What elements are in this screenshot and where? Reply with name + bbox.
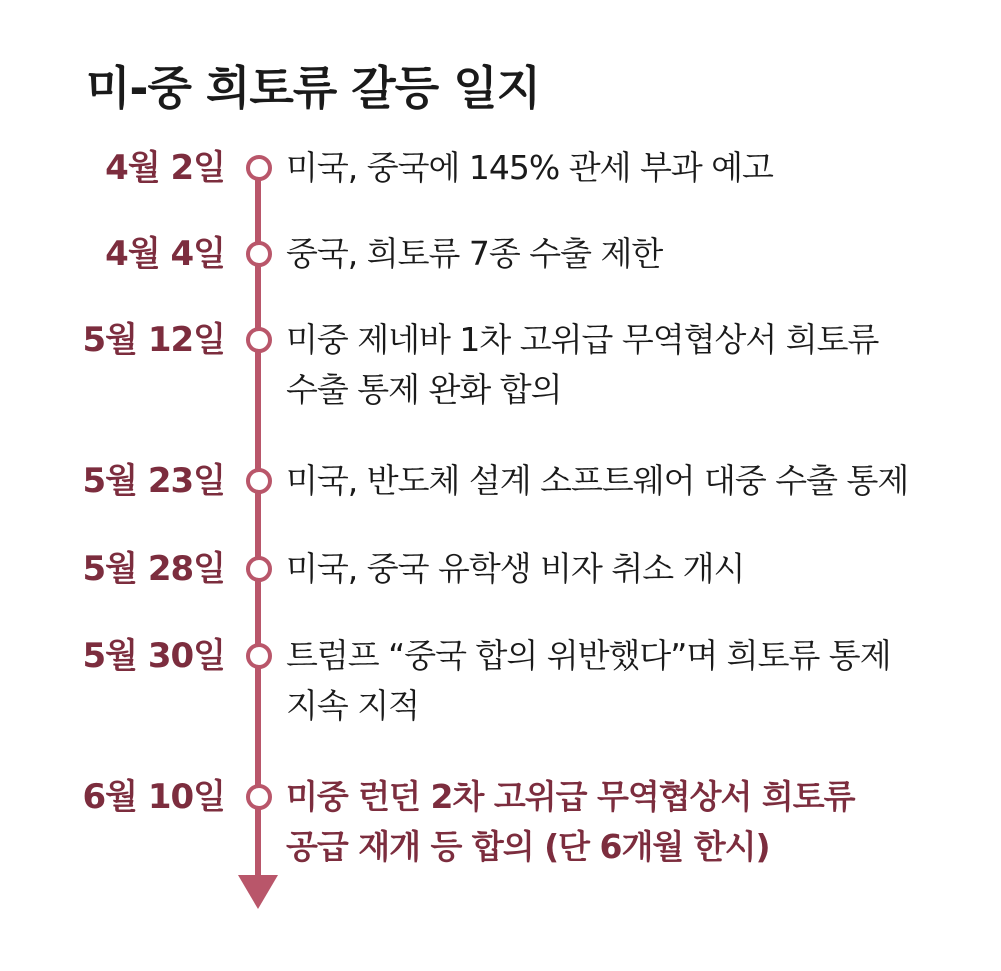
- timeline-dot-icon: [246, 327, 272, 353]
- page-title: 미-중 희토류 갈등 일지: [86, 61, 541, 115]
- timeline-dot-icon: [246, 643, 272, 669]
- timeline-dot-icon: [246, 468, 272, 494]
- timeline-dot-icon: [246, 155, 272, 181]
- event-description: 미국, 중국에 145% 관세 부과 예고: [286, 148, 773, 187]
- event-description: 중국, 희토류 7종 수출 제한: [286, 234, 663, 273]
- event-description: 미국, 반도체 설계 소프트웨어 대중 수출 통제: [286, 461, 909, 500]
- event-description: 미국, 중국 유학생 비자 취소 개시: [286, 549, 745, 588]
- timeline-dot-icon: [246, 556, 272, 582]
- event-date: 5월 23일: [82, 461, 225, 501]
- event-description: 미중 제네바 1차 고위급 무역협상서 희토류 수출 통제 완화 합의: [286, 320, 879, 409]
- timeline-line: [255, 163, 261, 883]
- timeline-dot-icon: [246, 784, 272, 810]
- event-description-highlight: 미중 런던 2차 고위급 무역협상서 희토류 공급 재개 등 합의 (단 6개월 한시): [286, 777, 855, 866]
- timeline-dot-icon: [246, 241, 272, 267]
- event-date: 4월 4일: [105, 234, 225, 274]
- event-date: 5월 30일: [82, 636, 225, 676]
- event-date: 5월 28일: [82, 549, 225, 589]
- event-date: 4월 2일: [105, 148, 225, 188]
- event-description: 트럼프 “중국 합의 위반했다”며 희토류 통제 지속 지적: [286, 636, 891, 725]
- event-date: 6월 10일: [82, 777, 225, 817]
- event-date: 5월 12일: [82, 320, 225, 360]
- timeline-arrow-icon: [238, 875, 278, 909]
